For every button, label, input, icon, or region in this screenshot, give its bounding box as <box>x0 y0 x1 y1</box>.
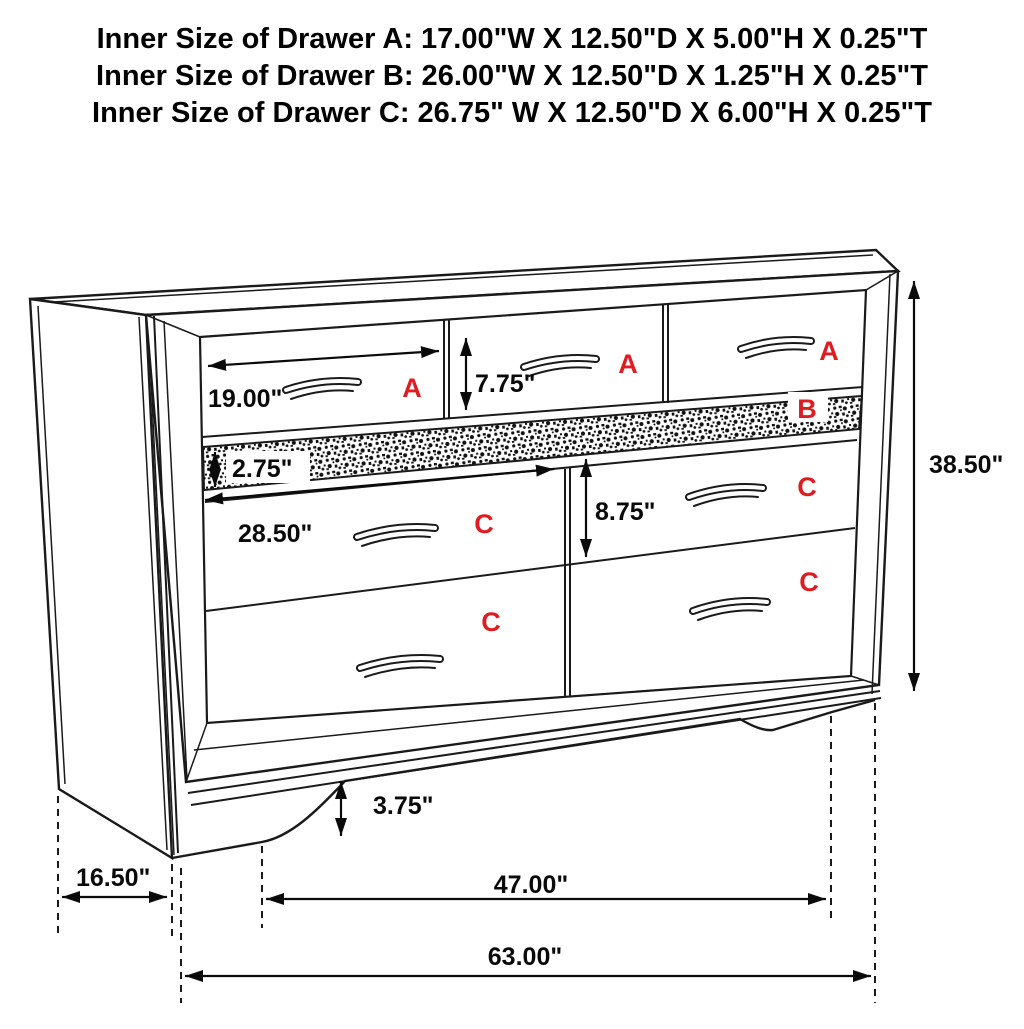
leg-span-width-label: 47.00" <box>493 871 569 899</box>
header-line-drawer-c: Inner Size of Drawer C: 26.75" W X 12.50"D X 6.00"H X 0.25"T <box>92 97 932 129</box>
header-line-drawer-b: Inner Size of Drawer B: 26.00"W X 12.50"D X 1.25"H X 0.25"T <box>96 60 928 92</box>
side-depth-label: 16.50" <box>76 864 151 892</box>
drawer-c-letter-right-upper: C <box>797 472 817 502</box>
overall-width-label: 63.00" <box>487 943 563 971</box>
drawer-opening <box>200 290 866 723</box>
header-line-drawer-a: Inner Size of Drawer A: 17.00"W X 12.50"D X 5.00"H X 0.25"T <box>96 23 928 55</box>
drawer-b-letter: B <box>797 394 817 424</box>
drawer-c-letter-left-lower: C <box>481 607 501 637</box>
drawer-a-height-label: 7.75" <box>475 370 536 398</box>
drawer-c-letter-left-upper: C <box>474 509 494 539</box>
projection-lines <box>58 703 875 1003</box>
drawer-a-letter-left: A <box>402 373 422 403</box>
overall-height-label: 38.50" <box>929 451 1004 479</box>
dresser-drawing <box>30 250 898 1003</box>
drawer-c-width-label: 28.50" <box>238 520 313 548</box>
leg-height-label: 3.75" <box>373 792 434 820</box>
drawer-a-letter-right: A <box>819 336 839 366</box>
drawer-c-letter-right-lower: C <box>799 567 819 597</box>
header-text <box>92 23 932 129</box>
drawer-a-width-label: 19.00" <box>208 385 283 413</box>
drawer-b-height-label: 2.75" <box>232 455 293 483</box>
drawer-c-height-label: 8.75" <box>595 498 656 526</box>
drawer-a-letter-middle: A <box>618 349 638 379</box>
